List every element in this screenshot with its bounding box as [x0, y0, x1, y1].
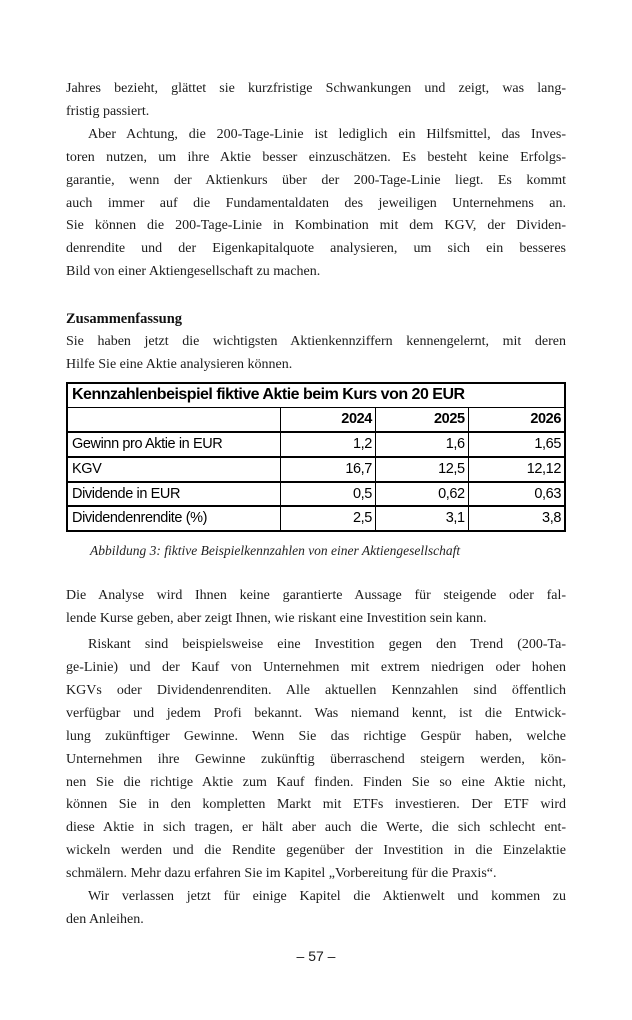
year-header-2025: 2025 — [375, 407, 468, 431]
table-year-header-row — [67, 407, 565, 431]
page-number: – 57 – — [296, 948, 336, 964]
row-label: KGV — [72, 460, 102, 477]
table-title: Kennzahlenbeispiel fiktive Aktie beim Kurs von 20 EUR — [72, 385, 465, 403]
cell-value: 0,63 — [468, 482, 565, 507]
table-title-row — [67, 383, 565, 407]
year-header-blank — [67, 407, 281, 431]
paragraph-3: Sie haben jetzt die wichtigsten Aktienkennziffern kennengelernt, mit deren Hilfe Sie eine Aktie analysieren können. — [66, 334, 566, 372]
row-label: Gewinn pro Aktie in EUR — [72, 435, 223, 452]
cell-value: 1,6 — [375, 432, 468, 457]
content-area — [66, 78, 566, 932]
row-label: Dividende in EUR — [72, 485, 181, 502]
paragraph-2: Aber Achtung, die 200-Tage-Linie ist lediglich ein Hilfsmittel, das Inves- toren nutzen, um ihre Aktie besser einzuschätzen. Es besteht keine Erfolgs- garantie, wenn der Aktienkurs über der 200-Tage-Linie liegt. Es kommt auch immer auf die Fundamentaldaten des jeweiligen Unternehmens an. Sie können die 200-Tage-Linie in Kombination mit dem KGV, der Dividen- denrendite und der Eigenkapitalquote analysieren, um sich ein besseres Bild von einer Aktiengesellschaft zu machen. — [66, 126, 566, 280]
table-row — [67, 506, 565, 531]
year-header-2026: 2026 — [468, 407, 565, 431]
table-row — [67, 432, 565, 457]
paragraph-4: Die Analyse wird Ihnen keine garantierte Aussage für steigende oder fal- lende Kurse geben, aber zeigt Ihnen, wie riskant eine Investition sein kann. — [66, 588, 566, 627]
cell-value: 1,2 — [281, 432, 376, 457]
cell-value: 16,7 — [281, 457, 376, 482]
section-heading: Zusammenfassung — [66, 311, 183, 328]
paragraph-5: Riskant sind beispielsweise eine Investition gegen den Trend (200-Ta- ge-Linie) und der Kauf von Unternehmen mit extrem niedrigen oder hohen KGVs oder Dividendenrenditen. Alle aktuellen Kennzahlen sind öffentlich verfügbar und jedem Profi bekannt. Was niemand kennt, ist die Entwick- lung zukünftiger Gewinne. Wenn Sie das richtige Gespür haben, welche Unternehmen ihre Gewinne zukünftig überraschend steigern werden, kön- nen Sie die richtige Aktie zum Kauf finden. Finden Sie so eine Aktie nicht, können Sie in den kompletten Markt mit ETFs investieren. Der ETF wird diese Aktie in sich tragen, er hält aber auch die Werte, die sich schlecht ent- wickeln werden und die Rendite gegenüber der Investition in die Einzelaktie schmälern. Mehr dazu erfahren Sie im Kapitel „Vorbereitung für die Praxis“. — [66, 637, 566, 882]
paragraph-6: Wir verlassen jetzt für einige Kapitel die Aktienwelt und kommen zu den Anleihen. — [66, 889, 566, 927]
cell-value: 3,1 — [375, 506, 468, 531]
cell-value: 1,65 — [468, 432, 565, 457]
cell-value: 12,5 — [375, 457, 468, 482]
table-row — [67, 457, 565, 482]
cell-value: 3,8 — [468, 506, 565, 531]
table-row — [67, 482, 565, 507]
cell-value: 0,62 — [375, 482, 468, 507]
key-figures-table — [66, 382, 566, 532]
cell-value: 0,5 — [281, 482, 376, 507]
paragraph-1: Jahres bezieht, glättet sie kurzfristige Schwankungen und zeigt, was lang- fristig passiert. — [66, 81, 566, 119]
row-label: Dividendenrendite (%) — [72, 510, 208, 527]
cell-value: 2,5 — [281, 506, 376, 531]
year-header-2024: 2024 — [281, 407, 376, 431]
figure-caption: Abbildung 3: fiktive Beispielkennzahlen von einer Aktiengesellschaft — [90, 543, 461, 559]
cell-value: 12,12 — [468, 457, 565, 482]
